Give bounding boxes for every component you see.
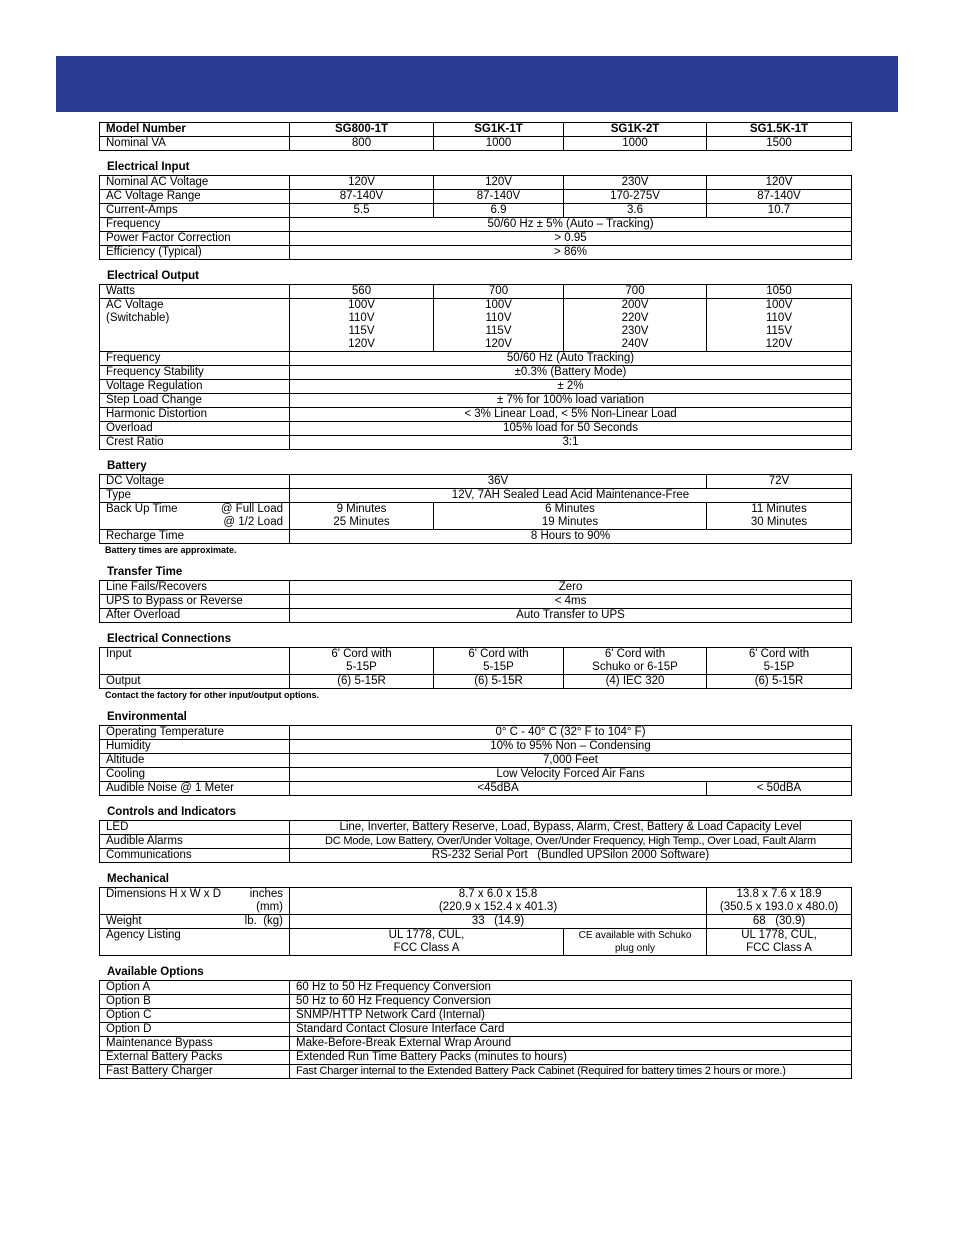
value-cell <box>434 648 564 675</box>
agency-value: FCC Class A <box>746 942 812 954</box>
value-cell: 1000 <box>564 137 707 151</box>
value-cell: (6) 5-15R <box>434 675 564 689</box>
value-cell <box>290 888 707 915</box>
value-cell: 1000 <box>434 137 564 151</box>
voltage-value: 115V <box>765 325 792 337</box>
value-cell: Low Velocity Forced Air Fans <box>290 768 852 782</box>
value-cell <box>707 929 852 956</box>
value-cell: 10.7 <box>707 204 852 218</box>
value-cell: ± 2% <box>290 380 852 394</box>
section-title: Available Options <box>107 966 204 978</box>
table-row <box>100 754 852 768</box>
row-label: Communications <box>100 849 290 863</box>
value-cell: 560 <box>290 285 434 299</box>
table-row <box>100 915 852 929</box>
table-row <box>100 995 852 1009</box>
table-row <box>100 726 852 740</box>
row-label <box>100 299 290 352</box>
row-label: Audible Alarms <box>100 835 290 849</box>
row-label: Option B <box>100 995 290 1009</box>
row-label: Option A <box>100 981 290 995</box>
table-row <box>100 380 852 394</box>
value-cell: < 50dBA <box>707 782 852 796</box>
full-load-label: @ Full Load <box>220 503 283 515</box>
voltage-value: 115V <box>485 325 512 337</box>
row-label: Recharge Time <box>100 530 290 544</box>
table-row <box>100 1023 852 1037</box>
row-label: Output <box>100 675 290 689</box>
voltage-value: 115V <box>348 325 375 337</box>
row-label: LED <box>100 821 290 835</box>
battery-note: Battery times are approximate. <box>105 545 237 555</box>
half-load-label: @ 1/2 Load <box>223 516 283 528</box>
row-label: Power Factor Correction <box>100 232 290 246</box>
value-cell: Extended Run Time Battery Packs (minutes to hours) <box>290 1051 852 1065</box>
table-row <box>100 740 852 754</box>
mechanical-table <box>99 887 852 956</box>
row-label: Line Fails/Recovers <box>100 581 290 595</box>
value-cell: Standard Contact Closure Interface Card <box>290 1023 852 1037</box>
value-cell: 6.9 <box>434 204 564 218</box>
row-label: Voltage Regulation <box>100 380 290 394</box>
row-label: Option C <box>100 1009 290 1023</box>
table-row <box>100 1037 852 1051</box>
value-cell: 105% load for 50 Seconds <box>290 422 852 436</box>
cord-value: 6' Cord with <box>331 648 392 660</box>
table-row <box>100 366 852 380</box>
value-cell: 50/60 Hz (Auto Tracking) <box>290 352 852 366</box>
model-table <box>99 122 852 151</box>
section-title: Transfer Time <box>107 566 183 578</box>
value-cell <box>290 503 434 530</box>
dimension-value: (220.9 x 152.4 x 401.3) <box>438 901 558 913</box>
row-label: After Overload <box>100 609 290 623</box>
value-cell <box>707 503 852 530</box>
row-label: Nominal VA <box>100 137 290 151</box>
backup-value: 9 Minutes <box>336 503 387 515</box>
value-cell: 3:1 <box>290 436 852 450</box>
transfer-table <box>99 580 852 623</box>
row-label: Cooling <box>100 768 290 782</box>
value-cell: 12V, 7AH Sealed Lead Acid Maintenance-Free <box>290 489 852 503</box>
table-row <box>100 218 852 232</box>
table-row <box>100 1065 852 1079</box>
row-label: DC Voltage <box>100 475 290 489</box>
agency-value: FCC Class A <box>393 942 460 954</box>
row-label: UPS to Bypass or Reverse <box>100 595 290 609</box>
value-cell: 1500 <box>707 137 852 151</box>
value-cell: 800 <box>290 137 434 151</box>
value-cell: 120V <box>290 176 434 190</box>
voltage-value: 120V <box>765 338 793 350</box>
voltage-value: 240V <box>621 338 649 350</box>
value-cell <box>707 648 852 675</box>
voltage-value: 200V <box>621 299 649 311</box>
row-label: Humidity <box>100 740 290 754</box>
agency-value: UL 1778, CUL, <box>388 929 465 941</box>
value-cell: 700 <box>434 285 564 299</box>
value-cell: 87-140V <box>434 190 564 204</box>
table-row <box>100 929 852 956</box>
value-cell: > 0.95 <box>290 232 852 246</box>
value-cell: 3.6 <box>564 204 707 218</box>
model-cell: SG800-1T <box>290 123 434 137</box>
row-label: Overload <box>100 422 290 436</box>
electrical-input-table <box>99 175 852 260</box>
connections-note: Contact the factory for other input/output options. <box>105 690 319 700</box>
value-cell: (6) 5-15R <box>290 675 434 689</box>
table-row <box>100 835 852 849</box>
value-cell <box>434 299 564 352</box>
row-label: External Battery Packs <box>100 1051 290 1065</box>
table-row <box>100 422 852 436</box>
row-label <box>100 503 290 530</box>
row-label: Maintenance Bypass <box>100 1037 290 1051</box>
environmental-table <box>99 725 852 796</box>
row-label: Frequency <box>100 352 290 366</box>
row-label: Crest Ratio <box>100 436 290 450</box>
value-cell: DC Mode, Low Battery, Over/Under Voltage, Over/Under Frequency, High Temp., Over Load, Fault Alarm <box>290 835 852 849</box>
value-cell <box>290 299 434 352</box>
table-row <box>100 609 852 623</box>
row-label: AC Voltage Range <box>100 190 290 204</box>
weight-label: Weight <box>106 915 142 927</box>
value-cell: < 4ms <box>290 595 852 609</box>
ac-voltage-label: AC Voltage <box>106 299 164 311</box>
model-cell: SG1K-2T <box>564 123 707 137</box>
value-cell: 170-275V <box>564 190 707 204</box>
value-cell: < 3% Linear Load, < 5% Non-Linear Load <box>290 408 852 422</box>
controls-table <box>99 820 852 863</box>
unit-label: lb. (kg) <box>244 915 283 927</box>
cord-value: 6' Cord with <box>604 648 666 660</box>
unit-label: (mm) <box>256 901 283 913</box>
value-cell <box>707 888 852 915</box>
table-row <box>100 888 852 915</box>
row-label: Step Load Change <box>100 394 290 408</box>
plug-value: 5-15P <box>346 661 377 673</box>
model-cell: SG1.5K-1T <box>707 123 852 137</box>
agency-value: CE available with Schuko <box>578 930 692 941</box>
connections-table <box>99 647 852 689</box>
table-row <box>100 1051 852 1065</box>
value-cell: (6) 5-15R <box>707 675 852 689</box>
value-cell: Make-Before-Break External Wrap Around <box>290 1037 852 1051</box>
value-cell: Line, Inverter, Battery Reserve, Load, Bypass, Alarm, Crest, Battery & Load Capacity Level <box>290 821 852 835</box>
backup-label: Back Up Time <box>106 503 178 515</box>
value-cell <box>290 929 564 956</box>
cord-value: 6' Cord with <box>468 648 529 660</box>
unit-label: inches <box>249 888 283 900</box>
value-cell: 36V <box>290 475 707 489</box>
table-row <box>100 821 852 835</box>
table-row <box>100 436 852 450</box>
row-label: Type <box>100 489 290 503</box>
table-row <box>100 299 852 352</box>
section-title: Electrical Connections <box>107 633 231 645</box>
value-cell <box>564 929 707 956</box>
section-title: Environmental <box>107 711 187 723</box>
table-row <box>100 595 852 609</box>
row-label: Input <box>100 648 290 675</box>
table-row <box>100 190 852 204</box>
value-cell: 8 Hours to 90% <box>290 530 852 544</box>
table-row <box>100 123 852 137</box>
table-row <box>100 503 852 530</box>
backup-value: 11 Minutes <box>751 503 807 515</box>
value-cell: 700 <box>564 285 707 299</box>
value-cell: ± 7% for 100% load variation <box>290 394 852 408</box>
dimensions-label: Dimensions H x W x D <box>106 888 222 900</box>
section-title: Controls and Indicators <box>107 806 237 818</box>
table-row <box>100 246 852 260</box>
row-label: Agency Listing <box>100 929 290 956</box>
value-cell: Fast Charger internal to the Extended Battery Pack Cabinet (Required for battery times 2 hours or more.) <box>290 1065 852 1079</box>
row-label: Current-Amps <box>100 204 290 218</box>
table-row <box>100 176 852 190</box>
value-cell: 120V <box>707 176 852 190</box>
row-label: Harmonic Distortion <box>100 408 290 422</box>
table-row <box>100 1009 852 1023</box>
backup-value: 30 Minutes <box>750 516 808 528</box>
table-row <box>100 204 852 218</box>
voltage-value: 110V <box>348 312 375 324</box>
value-cell <box>434 503 707 530</box>
table-row <box>100 849 852 863</box>
value-cell: 0° C - 40° C (32° F to 104° F) <box>290 726 852 740</box>
value-cell: 87-140V <box>290 190 434 204</box>
backup-value: 19 Minutes <box>541 516 599 528</box>
value-cell: ±0.3% (Battery Mode) <box>290 366 852 380</box>
dimension-value: 13.8 x 7.6 x 18.9 <box>736 888 822 900</box>
backup-value: 25 Minutes <box>333 516 390 528</box>
value-cell: 120V <box>434 176 564 190</box>
voltage-value: 220V <box>621 312 649 324</box>
section-title: Electrical Output <box>107 270 200 282</box>
row-label: Altitude <box>100 754 290 768</box>
table-row <box>100 675 852 689</box>
backup-value: 6 Minutes <box>545 503 595 515</box>
value-cell: > 86% <box>290 246 852 260</box>
value-cell: 1050 <box>707 285 852 299</box>
table-row <box>100 981 852 995</box>
voltage-value: 100V <box>485 299 512 311</box>
value-cell: 10% to 95% Non – Condensing <box>290 740 852 754</box>
agency-value: plug only <box>615 943 656 954</box>
dimension-value: (350.5 x 193.0 x 480.0) <box>719 901 839 913</box>
switchable-label: (Switchable) <box>106 312 170 324</box>
value-cell: 33 (14.9) <box>290 915 707 929</box>
value-cell: Zero <box>290 581 852 595</box>
voltage-value: 120V <box>485 338 512 350</box>
value-cell: 50/60 Hz ± 5% (Auto – Tracking) <box>290 218 852 232</box>
table-row <box>100 782 852 796</box>
table-row <box>100 581 852 595</box>
battery-table <box>99 474 852 544</box>
section-title: Battery <box>107 460 147 472</box>
spec-sheet <box>99 122 851 1079</box>
value-cell: 87-140V <box>707 190 852 204</box>
row-label: Efficiency (Typical) <box>100 246 290 260</box>
row-label: Fast Battery Charger <box>100 1065 290 1079</box>
value-cell: 72V <box>707 475 852 489</box>
voltage-value: 230V <box>621 325 649 337</box>
voltage-value: 120V <box>348 338 375 350</box>
cord-value: 6' Cord with <box>748 648 810 660</box>
value-cell <box>564 648 707 675</box>
options-table <box>99 980 852 1079</box>
row-label: Frequency <box>100 218 290 232</box>
row-label: Frequency Stability <box>100 366 290 380</box>
value-cell: 230V <box>564 176 707 190</box>
row-label: Nominal AC Voltage <box>100 176 290 190</box>
model-cell: SG1K-1T <box>434 123 564 137</box>
table-row <box>100 530 852 544</box>
value-cell: 5.5 <box>290 204 434 218</box>
table-row <box>100 352 852 366</box>
voltage-value: 100V <box>348 299 375 311</box>
table-row <box>100 648 852 675</box>
voltage-value: 110V <box>485 312 512 324</box>
agency-value: UL 1778, CUL, <box>741 929 817 941</box>
row-label: Option D <box>100 1023 290 1037</box>
value-cell: (4) IEC 320 <box>564 675 707 689</box>
header-banner <box>56 56 898 112</box>
section-title: Mechanical <box>107 873 169 885</box>
table-row <box>100 137 852 151</box>
table-row <box>100 232 852 246</box>
voltage-value: 100V <box>765 299 793 311</box>
section-title: Electrical Input <box>107 161 190 173</box>
dimension-value: 8.7 x 6.0 x 15.8 <box>458 888 538 900</box>
plug-value: 5-15P <box>483 661 514 673</box>
value-cell: 68 (30.9) <box>707 915 852 929</box>
table-row <box>100 394 852 408</box>
value-cell: SNMP/HTTP Network Card (Internal) <box>290 1009 852 1023</box>
table-row <box>100 475 852 489</box>
value-cell: 50 Hz to 60 Hz Frequency Conversion <box>290 995 852 1009</box>
model-label: Model Number <box>100 123 290 137</box>
table-row <box>100 489 852 503</box>
value-cell <box>707 299 852 352</box>
table-row <box>100 285 852 299</box>
row-label: Watts <box>100 285 290 299</box>
voltage-value: 110V <box>765 312 792 324</box>
plug-value: Schuko or 6-15P <box>592 661 678 673</box>
value-cell: 7,000 Feet <box>290 754 852 768</box>
row-label: Audible Noise @ 1 Meter <box>100 782 290 796</box>
plug-value: 5-15P <box>763 661 795 673</box>
row-label <box>100 888 290 915</box>
value-cell: 60 Hz to 50 Hz Frequency Conversion <box>290 981 852 995</box>
value-cell: RS-232 Serial Port (Bundled UPSilon 2000 Software) <box>290 849 852 863</box>
value-cell <box>290 648 434 675</box>
row-label <box>100 915 290 929</box>
electrical-output-table <box>99 284 852 450</box>
value-cell: Auto Transfer to UPS <box>290 609 852 623</box>
table-row <box>100 768 852 782</box>
value-cell: <45dBA <box>290 782 707 796</box>
value-cell <box>564 299 707 352</box>
table-row <box>100 408 852 422</box>
row-label: Operating Temperature <box>100 726 290 740</box>
